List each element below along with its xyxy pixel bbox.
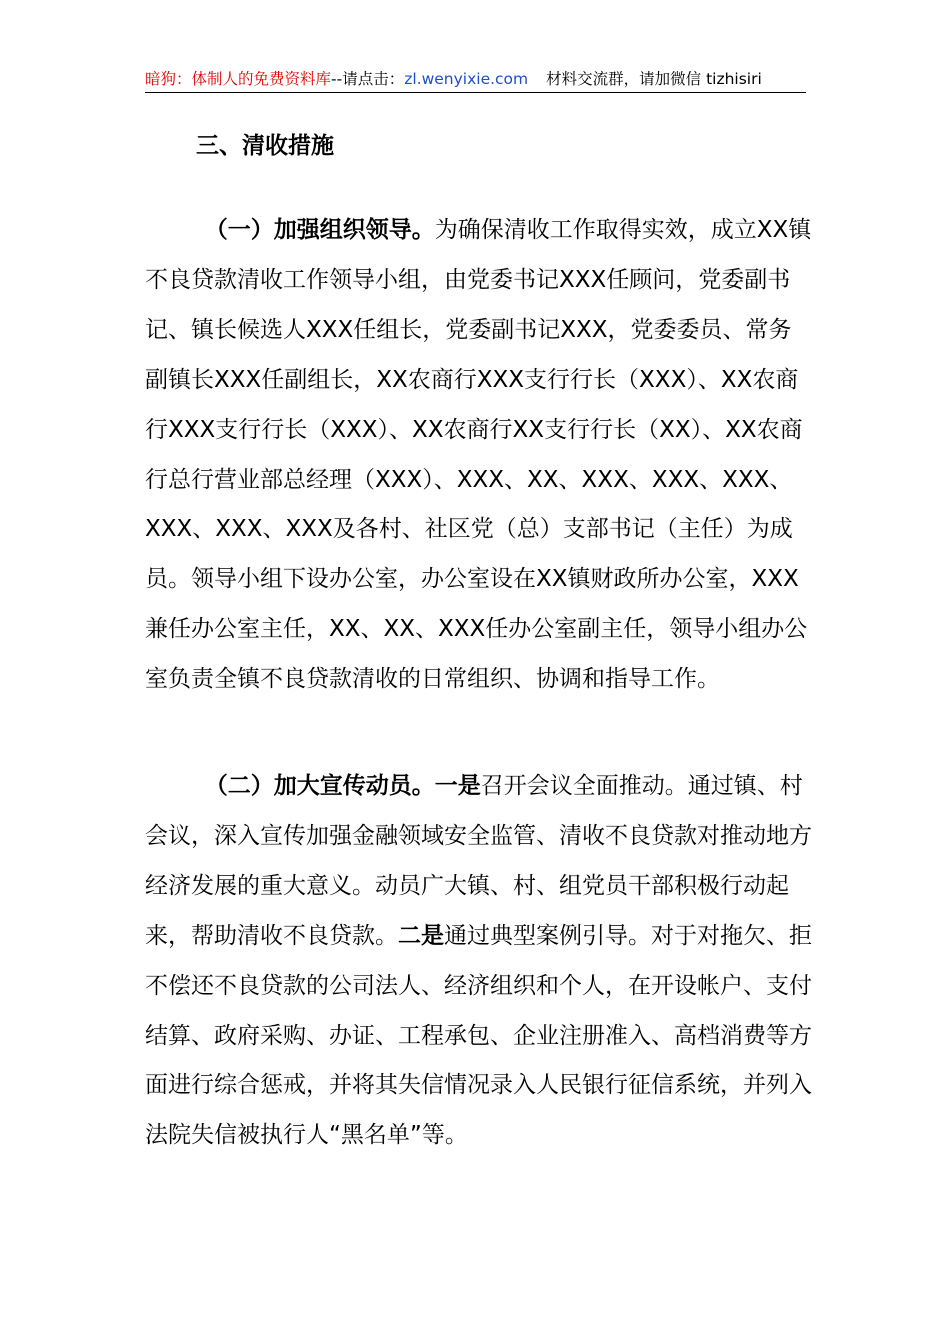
paragraph-2-marker-2: 二是 (398, 922, 444, 949)
header-link[interactable]: zl.wenyixie.com (404, 70, 529, 88)
paragraph-organization (145, 206, 813, 705)
paragraph-1-body: 为确保清收工作取得实效，成立XX镇不良贷款清收工作领导小组，由党委书记XXX任顾问，党委副书记、镇长候选人XXX任组长，党委副书记XXX，党委委员、常务副镇长XXX任副组长，XX农商行XXX支行行长（XXX）、XX农商行XXX支行行长（XXX）、XX农商行XX支行行长（XX）、XX农商行总行营业部总经理（XXX）、XXX、XX、XXX、XXX、XXX、XXX、XXX、XXX及各村、社区党（总）支部书记（主任）为成员。领导小组下设办公室，办公室设在XX镇财政所办公室，XXX兼任办公室主任，XX、XX、XXX任办公室副主任，领导小组办公室负责全镇不良贷款清收的日常组织、协调和指导工作。 (145, 217, 812, 693)
paragraph-2-lead: （二）加大宣传动员。 (204, 773, 435, 799)
section-heading: 三、清收措施 (196, 133, 334, 159)
page-header (145, 66, 806, 93)
header-brand: 暗狗：体制人的免费资料库 (145, 70, 332, 88)
header-contact: 材料交流群，请加微信 tizhisiri (546, 70, 762, 88)
paragraph-2-text-1: 召开会议全面推动。通过镇、村会议，深入宣传加强金融领域安全监管、清收不良贷款对推动地方经济发展的重大意义。动员广大镇、村、组党员干部积极行动起来，帮助清收不良贷款。 (145, 773, 812, 949)
header-link-prefix: --请点击： (331, 70, 405, 88)
paragraph-2-text-2: 通过典型案例引导。对于对拖欠、拒不偿还不良贷款的公司法人、经济组织和个人，在开设帐户、支付结算、政府采购、办证、工程承包、企业注册准入、高档消费等方面进行综合惩戒，并将其失信情况录入人民银行征信系统，并列入法院失信被执行人“黑名单”等。 (145, 922, 812, 1149)
paragraph-2-marker-1: 一是 (434, 773, 481, 799)
paragraph-publicity (145, 762, 813, 1161)
paragraph-1-lead: （一）加强组织领导。 (204, 217, 435, 243)
